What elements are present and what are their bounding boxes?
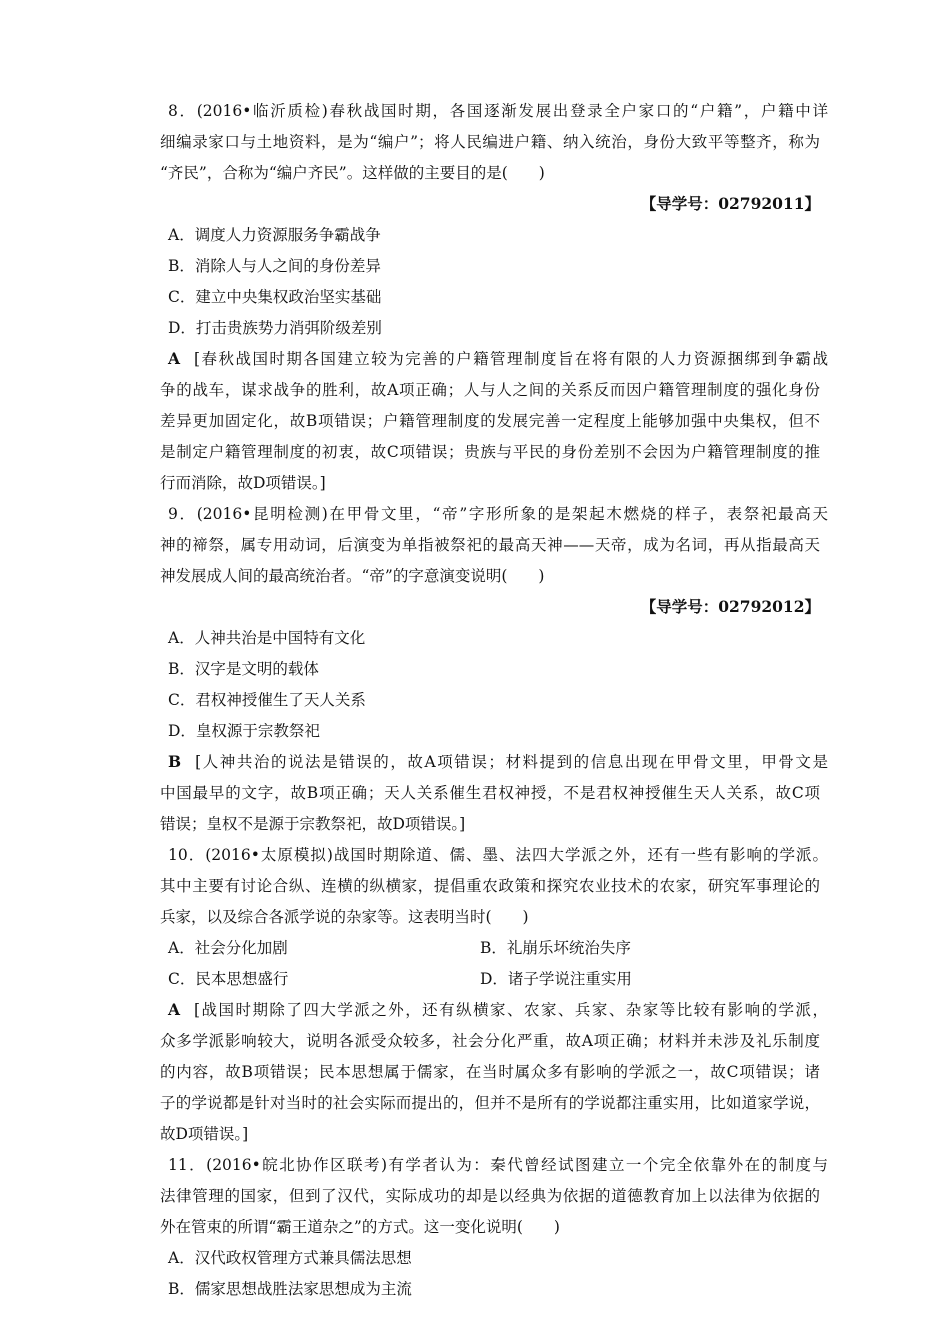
q9-guide-number: 【导学号：02792012】 (640, 597, 820, 616)
q10-stem-line-1: 10．(2016•太原模拟)战国时期除道、儒、墨、法四大学派之外，还有一些有影响的学派。 (168, 846, 828, 864)
q8-option-a: A．调度人力资源服务争霸战争 (168, 226, 381, 244)
q8-option-c: C．建立中央集权政治坚实基础 (168, 288, 382, 306)
q8-explanation-text-1: [春秋战国时期各国建立较为完善的户籍管理制度旨在将有限的人力资源捆绑到争霸战 (194, 350, 828, 368)
q11-option-b: B．儒家思想战胜法家思想成为主流 (168, 1280, 412, 1298)
q9-explanation-text-1: [人神共治的说法是错误的，故A项错误；材料提到的信息出现在甲骨文里，甲骨文是 (195, 753, 828, 771)
q10-stem-line-2: 其中主要有讨论合纵、连横的纵横家，提倡重农政策和探究农业技术的农家，研究军事理论的 (160, 877, 820, 895)
q8-explanation-line-3: 差异更加固定化，故B项错误；户籍管理制度的发展完善一定程度上能够加强中央集权，但不 (160, 412, 820, 430)
q8-option-d: D．打击贵族势力消弭阶级差别 (168, 319, 382, 337)
q10-explanation-line-4: 子的学说都是针对当时的社会实际而提出的，但并不是所有的学说都注重实用，比如道家学说， (160, 1094, 820, 1112)
q8-explanation-line-4: 是制定户籍管理制度的初衷，故C项错误；贵族与平民的身份差别不会因为户籍管理制度的推 (160, 443, 820, 461)
q8-stem-line-2: 细编录家口与土地资料，是为“编户”；将人民编进户籍、纳入统治，身份大致平等整齐，称为 (160, 133, 820, 151)
q10-answer: A (168, 1000, 181, 1019)
q8-guide-number: 【导学号：02792011】 (640, 194, 820, 213)
q9-explanation-line-1 (168, 750, 828, 774)
q9-stem-line-2: 神的禘祭，属专用动词，后演变为单指被祭祀的最高天神——天帝，成为名词，再从指最高天 (160, 536, 820, 554)
q9-stem-line-3: 神发展成人间的最高统治者。“帝”的字意演变说明( ) (160, 567, 545, 585)
q10-explanation-text-1: [战国时期除了四大学派之外，还有纵横家、农家、兵家、杂家等比较有影响的学派， (194, 1001, 828, 1019)
q11-stem-line-2: 法律管理的国家，但到了汉代，实际成功的却是以经典为依据的道德教育加上以法律为依据的 (160, 1187, 820, 1205)
q8-explanation-line-5: 行而消除，故D项错误。] (160, 474, 326, 492)
q10-explanation-line-1 (168, 998, 828, 1022)
q8-answer: A (168, 349, 181, 368)
q9-explanation-line-2: 中国最早的文字，故B项正确；天人关系催生君权神授，不是君权神授催生天人关系，故C项 (160, 784, 820, 802)
q8-stem-line-3: “齐民”，合称为“编户齐民”。这样做的主要目的是( ) (160, 164, 545, 182)
q10-explanation-line-5: 故D项错误。] (160, 1125, 249, 1143)
q11-option-a: A．汉代政权管理方式兼具儒法思想 (168, 1249, 412, 1267)
q8-stem-line-1: 8．(2016•临沂质检)春秋战国时期，各国逐渐发展出登录全户家口的“户籍”，户籍中详 (168, 102, 828, 120)
q9-answer: B (168, 752, 182, 771)
q10-option-c: C．民本思想盛行 (168, 970, 289, 988)
q9-option-b: B．汉字是文明的载体 (168, 660, 319, 678)
q8-explanation-line-1 (168, 347, 828, 371)
q9-explanation-line-3: 错误；皇权不是源于宗教祭祀，故D项错误。] (160, 815, 466, 833)
q10-option-b: B．礼崩乐坏统治失序 (480, 939, 631, 957)
q8-option-b: B．消除人与人之间的身份差异 (168, 257, 381, 275)
q9-option-c: C．君权神授催生了天人关系 (168, 691, 366, 709)
q11-stem-line-3: 外在管束的所谓“霸王道杂之”的方式。这一变化说明( ) (160, 1218, 560, 1236)
q10-stem-line-3: 兵家，以及综合各派学说的杂家等。这表明当时( ) (160, 908, 529, 926)
q10-option-a: A．社会分化加剧 (168, 939, 288, 957)
q9-option-a: A．人神共治是中国特有文化 (168, 629, 366, 647)
q8-explanation-line-2: 争的战车，谋求战争的胜利，故A项正确；人与人之间的关系反而因户籍管理制度的强化身份 (160, 381, 820, 399)
q9-option-d: D．皇权源于宗教祭祀 (168, 722, 320, 740)
q11-stem-line-1: 11．(2016•皖北协作区联考)有学者认为：秦代曾经试图建立一个完全依靠外在的制度与 (168, 1156, 828, 1174)
q10-explanation-line-2: 众多学派影响较大，说明各派受众较多，社会分化严重，故A项正确；材料并未涉及礼乐制度 (160, 1032, 820, 1050)
q9-stem-line-1: 9．(2016•昆明检测)在甲骨文里，“帝”字形所象的是架起木燃烧的样子，表祭祀最高天 (168, 505, 828, 523)
q10-option-d: D．诸子学说注重实用 (480, 970, 632, 988)
q10-explanation-line-3: 的内容，故B项错误；民本思想属于儒家，在当时属众多有影响的学派之一，故C项错误；诸 (160, 1063, 820, 1081)
